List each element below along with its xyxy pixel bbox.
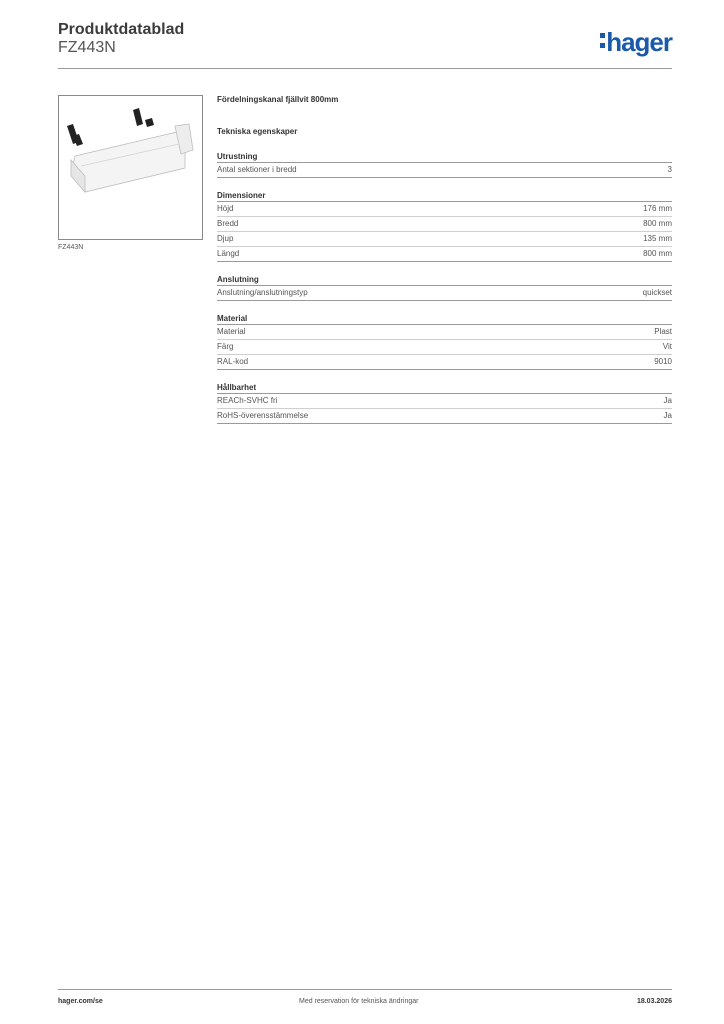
spec-label: Höjd: [217, 204, 234, 213]
technical-properties-heading: Tekniska egenskaper: [217, 127, 298, 136]
spec-label: Antal sektioner i bredd: [217, 165, 297, 174]
spec-value: 800 mm: [643, 219, 672, 228]
spec-label: Djup: [217, 234, 234, 243]
group-anslutning: [217, 275, 672, 301]
spec-label: Bredd: [217, 219, 239, 228]
spec-value: Ja: [663, 396, 672, 405]
spec-value: 3: [667, 165, 672, 174]
spec-row: [217, 163, 672, 178]
footer-disclaimer: Med reservation för tekniska ändringar: [299, 998, 419, 1005]
group-utrustning: [217, 152, 672, 178]
spec-label: RoHS-överensstämmelse: [217, 411, 309, 420]
spec-label: RAL-kod: [217, 357, 249, 366]
spec-value: Plast: [654, 327, 672, 336]
logo-colon-icon: [600, 27, 605, 48]
group-title: Dimensioner: [217, 191, 672, 202]
spec-value: 9010: [654, 357, 672, 366]
footer-date: 18.03.2026: [636, 998, 672, 1005]
spec-row: [217, 286, 672, 301]
spec-label: Längd: [217, 249, 240, 258]
specification-section: [217, 95, 672, 424]
spec-row: [217, 202, 672, 217]
footer-divider: [58, 989, 672, 990]
group-dimensioner: [217, 191, 672, 262]
header-divider: [58, 68, 672, 69]
spec-value: 800 mm: [643, 249, 672, 258]
spec-value: quickset: [642, 288, 672, 297]
group-title: Utrustning: [217, 152, 672, 163]
spec-value: Ja: [663, 411, 672, 420]
product-image: [58, 95, 203, 240]
group-material: [217, 314, 672, 370]
image-caption: FZ443N: [58, 244, 84, 251]
logo-text: hager: [606, 27, 672, 57]
group-title: Anslutning: [217, 275, 672, 286]
spec-row: [217, 325, 672, 340]
spec-row: [217, 217, 672, 232]
spec-row: [217, 232, 672, 247]
product-illustration: [59, 96, 202, 239]
spec-value: 176 mm: [643, 204, 672, 213]
spec-label: Material: [217, 327, 246, 336]
spec-row: [217, 247, 672, 262]
page-title: Produktdatablad: [58, 21, 185, 38]
hager-logo: [600, 27, 672, 58]
spec-label: Anslutning/anslutningstyp: [217, 288, 308, 297]
spec-row: [217, 394, 672, 409]
product-name: Fördelningskanal fjällvit 800mm: [217, 95, 339, 104]
group-hallbarhet: [217, 383, 672, 424]
product-code: FZ443N: [58, 39, 116, 56]
spec-value: Vit: [662, 342, 672, 351]
spec-value: 135 mm: [643, 234, 672, 243]
group-title: Hållbarhet: [217, 383, 672, 394]
spec-row: [217, 355, 672, 370]
spec-label: REACh-SVHC fri: [217, 396, 278, 405]
spec-label: Färg: [217, 342, 234, 351]
group-title: Material: [217, 314, 672, 325]
spec-row: [217, 409, 672, 424]
footer-website-link[interactable]: hager.com/se: [58, 998, 103, 1005]
spec-row: [217, 340, 672, 355]
